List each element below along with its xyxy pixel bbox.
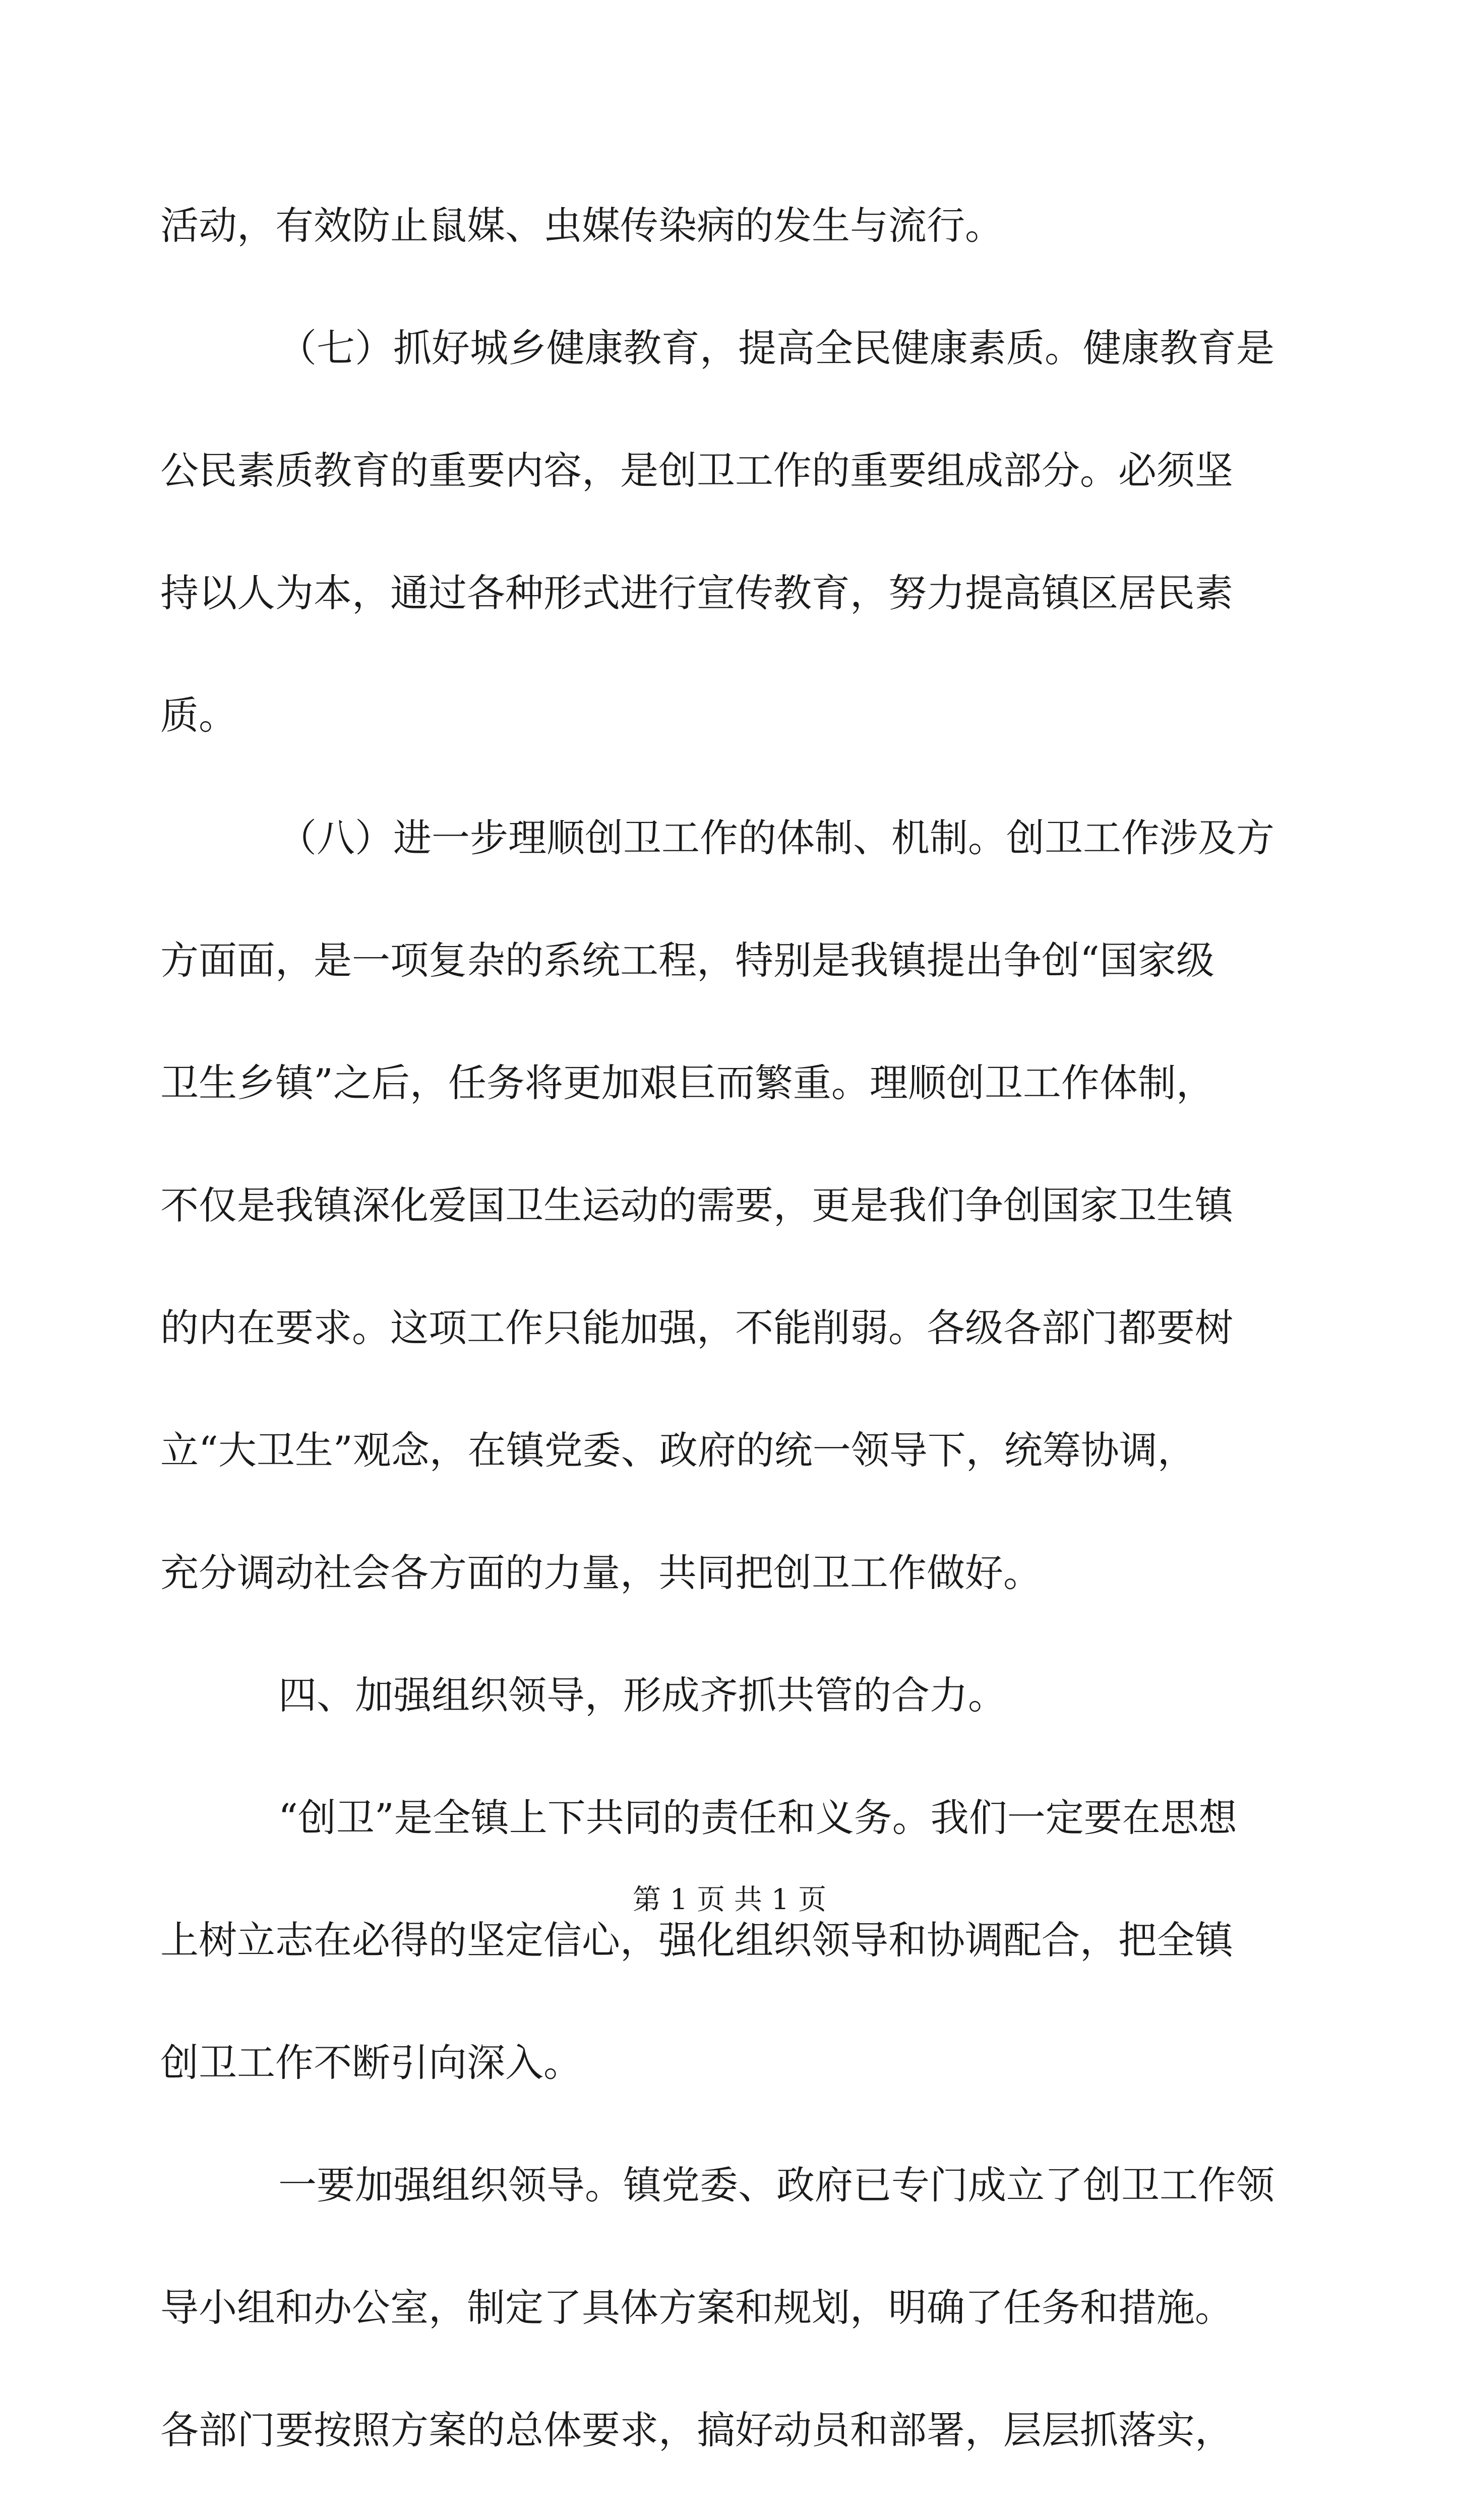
document-body: [160, 201, 1280, 2520]
paragraph-start-line: “创卫”是全镇上下共同的责任和义务。我们一定要在思想: [278, 1795, 1237, 1840]
text-line: 的内在要求。这项工作只能加强，不能削弱。各级各部门都要树: [160, 1305, 1233, 1350]
text-line: 活动，有效防止鼠媒、虫媒传染病的发生与流行。: [160, 203, 1003, 248]
text-line: 各部门要按照方案的总体要求，搞好动员和部署，层层抓落实，: [160, 2408, 1233, 2452]
text-line: 立“大卫生”观念，在镇党委、政府的统一领导下，统筹协调，: [160, 1428, 1196, 1473]
section-heading-line: 四、加强组织领导，形成齐抓共管的合力。: [278, 1673, 1006, 1718]
text-line: 持以人为本，通过各种形式进行宣传教育，努力提高镇区居民素: [160, 571, 1233, 615]
text-line: 方面面，是一项复杂的系统工程，特别是我镇提出争创“国家级: [160, 938, 1214, 983]
text-line: 不仅是我镇深化爱国卫生运动的需要，更是我们争创国家卫生镇: [160, 1183, 1233, 1228]
paragraph-start-line: （八）进一步理顺创卫工作的体制、机制。创卫工作涉及方: [278, 815, 1274, 860]
paragraph-start-line: （七）抓好城乡健康教育，提高全民健康素质。健康教育是: [278, 326, 1274, 370]
paragraph-start-line: 一要加强组织领导。镇党委、政府已专门成立了创卫工作领: [278, 2163, 1274, 2208]
text-line: 充分调动社会各方面的力量，共同把创卫工作做好。: [160, 1550, 1042, 1595]
text-line: 导小组和办公室，制定了具体方案和规划，明确了任务和措施。: [160, 2285, 1233, 2330]
text-line: 创卫工作不断引向深入。: [160, 2040, 582, 2085]
text-line: 卫生乡镇”之后，任务将更加艰巨而繁重。理顺创卫工作体制，: [160, 1060, 1214, 1105]
text-line: 上树立志在必得的坚定信心，强化组织领导和协调配合，把全镇: [160, 1918, 1233, 1963]
text-line: 质。: [160, 693, 237, 738]
text-line: 公民素质教育的重要内容，是创卫工作的重要组成部分。必须坚: [160, 448, 1233, 493]
page-number-footer: 第 1 页 共 1 页: [632, 1883, 827, 1916]
